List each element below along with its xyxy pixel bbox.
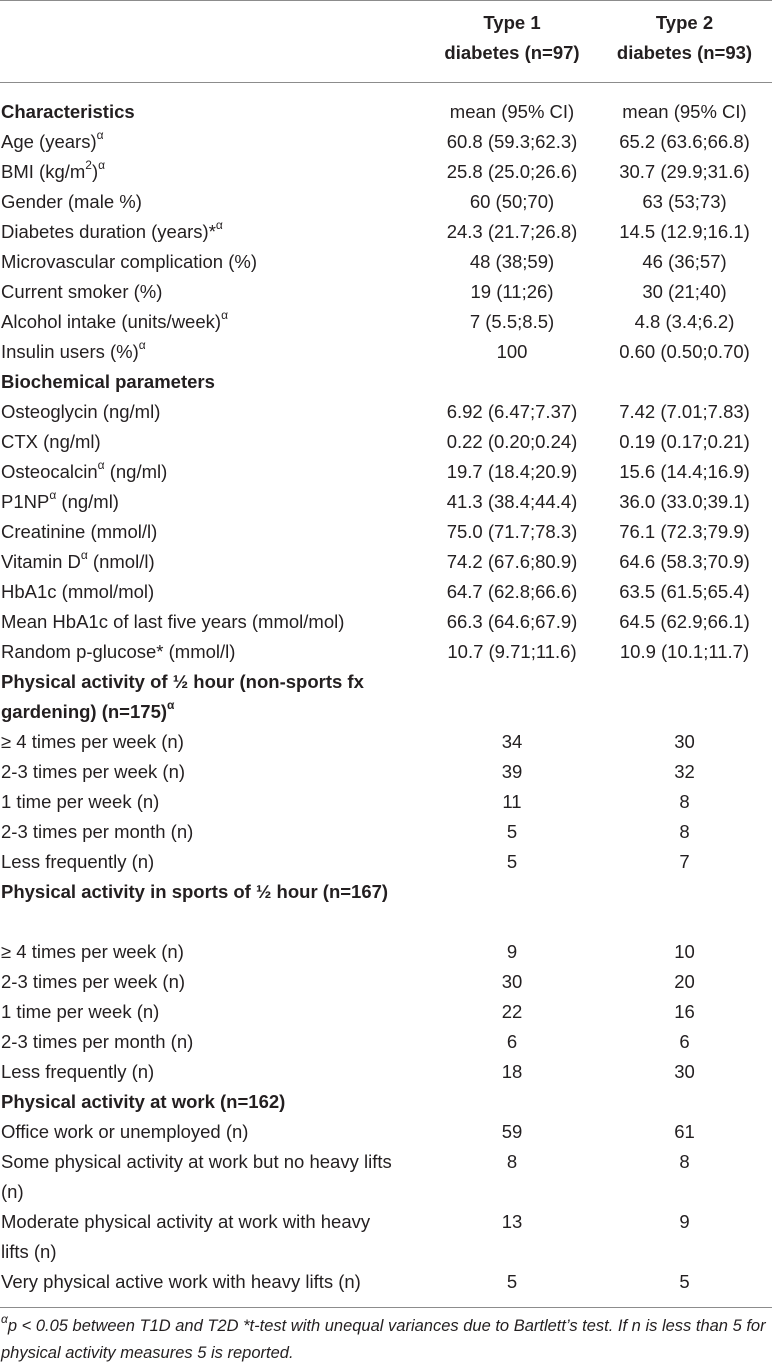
header-type2-line2: diabetes (n=93) xyxy=(616,42,753,63)
cell-type1: 6.92 (6.47;7.37) xyxy=(446,401,578,422)
cell-type2: 10.9 (10.1;11.7) xyxy=(619,641,750,662)
cell-type1: 19 (11;26) xyxy=(470,281,554,302)
cell-type2: 8 xyxy=(679,791,690,812)
row-label: 2-3 times per week (n) xyxy=(1,761,186,782)
cell-type2: 65.2 (63.6;66.8) xyxy=(619,131,750,152)
cell-type1: 66.3 (64.6;67.9) xyxy=(446,611,578,632)
cell-type1: 22 xyxy=(501,1001,523,1022)
cell-type1: 74.2 (67.6;80.9) xyxy=(446,551,578,572)
header-type1 xyxy=(427,8,597,68)
cell-type2: 30 xyxy=(674,731,695,752)
row-label: Osteoglycin (ng/ml) xyxy=(1,401,161,422)
row-label: 2-3 times per month (n) xyxy=(1,1031,194,1052)
cell-type2: 9 xyxy=(679,1211,690,1232)
cell-type2: 7.42 (7.01;7.83) xyxy=(619,401,750,422)
row-label: HbA1c (mmol/mol) xyxy=(1,581,155,602)
row-label: Very physical active work with heavy lifts (n) xyxy=(1,1271,361,1292)
cell-type2: 63 (53;73) xyxy=(642,191,727,212)
cell-type1: 24.3 (21.7;26.8) xyxy=(446,221,578,242)
cell-type2: 30 xyxy=(674,1061,695,1082)
cell-type2: mean (95% CI) xyxy=(622,101,747,122)
row-label: Vitamin $D^\alpha$ (nmol/l) xyxy=(1,547,155,572)
row-label: Some physical activity at work but no heavy lifts (n) xyxy=(1,1151,392,1202)
row-label: CTX (ng/ml) xyxy=(1,431,101,452)
row-label: Moderate physical activity at work with heavy lifts (n) xyxy=(1,1211,371,1262)
cell-type1: 30 xyxy=(501,971,523,992)
row-label: Mean HbA1c of last five years (mmol/mol) xyxy=(1,611,345,632)
row-label: 2-3 times per month (n) xyxy=(1,821,194,842)
row-label: Microvascular complication (%) xyxy=(1,251,257,272)
bottom-rule xyxy=(0,1307,772,1308)
row-label: ≥ 4 times per week (n) xyxy=(1,731,184,752)
cell-type2: 8 xyxy=(679,821,690,842)
cell-type1: 8 xyxy=(506,1151,518,1172)
row-label: Less frequently (n) xyxy=(1,851,155,872)
cell-type2: 16 xyxy=(674,1001,695,1022)
row-label: Characteristics xyxy=(1,101,135,122)
cell-type1: 64.7 (62.8;66.6) xyxy=(446,581,578,602)
row-label: Alcohol intake (units/week)$^\alpha$ xyxy=(1,307,228,332)
header-type1-line2: diabetes (n=97) xyxy=(444,42,580,63)
row-label: Random p-glucose* (mmol/l) xyxy=(1,641,236,662)
cell-type1: 25.8 (25.0;26.6) xyxy=(446,161,578,182)
cell-type2: 0.19 (0.17;0.21) xyxy=(619,431,750,452)
cell-type1: 41.3 (38.4;44.4) xyxy=(446,491,578,512)
row-label: Physical activity in sports of ½ hour (n=167) xyxy=(1,881,389,902)
header-type2-line1: Type 2 xyxy=(655,12,714,33)
cell-type1: 13 xyxy=(501,1211,523,1232)
row-label: Diabetes duration (years)*$^\alpha$ xyxy=(1,217,223,242)
cell-type1: 19.7 (18.4;20.9) xyxy=(446,461,578,482)
row-label: Biochemical parameters xyxy=(1,371,215,392)
cell-type1: 6 xyxy=(506,1031,518,1052)
cell-type2: 8 xyxy=(679,1151,690,1172)
row-label: Physical activity of ½ hour (non-sports fx gardening) (n=175)$^\alpha$ xyxy=(1,671,364,722)
cell-type1: 100 xyxy=(496,341,528,362)
cell-type2: 10 xyxy=(674,941,695,962)
row-label: BMI $(kg/m^2)^\alpha$ xyxy=(1,157,106,182)
cell-type2: 14.5 (12.9;16.1) xyxy=(619,221,750,242)
header-type1-line1: Type 1 xyxy=(483,12,541,33)
cell-type1: 0.22 (0.20;0.24) xyxy=(446,431,578,452)
cell-type1: 5 xyxy=(506,1271,518,1292)
row-label: 1 time per week (n) xyxy=(1,1001,160,1022)
row-label: $P1NP^\alpha$ (ng/ml) xyxy=(1,487,119,512)
footnote: $^\alpha$p < 0.05 between T1D and T2D *t-test with unequal variances due to Bartlett’s test. If n is less than 5 for physical activity measures 5 is reported. xyxy=(1,1311,766,1362)
row-label: Physical activity at work (n=162) xyxy=(1,1091,286,1112)
cell-type1: 34 xyxy=(501,731,523,752)
cell-type2: 20 xyxy=(674,971,695,992)
row-label: Insulin users (%)$^\alpha$ xyxy=(1,337,146,362)
cell-type2: 7 xyxy=(679,851,690,872)
cell-type1: 5 xyxy=(506,851,518,872)
cell-type1: 18 xyxy=(501,1061,523,1082)
cell-type2: 46 (36;57) xyxy=(642,251,727,272)
cell-type2: 64.5 (62.9;66.1) xyxy=(619,611,750,632)
row-label: 2-3 times per week (n) xyxy=(1,971,186,992)
cell-type2: 36.0 (33.0;39.1) xyxy=(619,491,750,512)
cell-type2: 15.6 (14.4;16.9) xyxy=(619,461,750,482)
cell-type1: 39 xyxy=(501,761,523,782)
cell-type2: 76.1 (72.3;79.9) xyxy=(619,521,750,542)
header-rule xyxy=(0,82,772,83)
row-label: Age (years)$^\alpha$ xyxy=(1,127,104,152)
cell-type1: 48 (38;59) xyxy=(469,251,555,272)
cell-type2: 6 xyxy=(679,1031,690,1052)
header-type2 xyxy=(597,8,772,68)
cell-type1: 11 xyxy=(502,791,522,812)
row-label: Gender (male %) xyxy=(1,191,142,212)
cell-type2: 4.8 (3.4;6.2) xyxy=(634,311,735,332)
row-label: 1 time per week (n) xyxy=(1,791,160,812)
cell-type2: 5 xyxy=(679,1271,690,1292)
row-label: Less frequently (n) xyxy=(1,1061,155,1082)
row-label: Creatinine (mmol/l) xyxy=(1,521,158,542)
cell-type2: 61 xyxy=(674,1121,695,1142)
cell-type1: 59 xyxy=(501,1121,523,1142)
row-label: Current smoker (%) xyxy=(1,281,163,302)
cell-type1: 60.8 (59.3;62.3) xyxy=(446,131,578,152)
cell-type1: 9 xyxy=(506,941,518,962)
cell-type1: 10.7 (9.71;11.6) xyxy=(447,641,577,662)
cell-type1: 60 (50;70) xyxy=(469,191,555,212)
cell-type2: 63.5 (61.5;65.4) xyxy=(619,581,750,602)
cell-type1: 7 (5.5;8.5) xyxy=(469,311,555,332)
cell-type2: 30 (21;40) xyxy=(642,281,727,302)
cell-type1: mean (95% CI) xyxy=(449,101,575,122)
row-label: Osteocalcin$^\alpha$ (ng/ml) xyxy=(1,457,168,482)
cell-type2: 30.7 (29.9;31.6) xyxy=(619,161,750,182)
cell-type2: 64.6 (58.3;70.9) xyxy=(619,551,750,572)
cell-type1: 75.0 (71.7;78.3) xyxy=(446,521,578,542)
cell-type1: 5 xyxy=(506,821,518,842)
cell-type2: 0.60 (0.50;0.70) xyxy=(619,341,750,362)
top-rule xyxy=(0,0,772,1)
row-label: Office work or unemployed (n) xyxy=(1,1121,249,1142)
row-label: ≥ 4 times per week (n) xyxy=(1,941,184,962)
cell-type2: 32 xyxy=(674,761,695,782)
